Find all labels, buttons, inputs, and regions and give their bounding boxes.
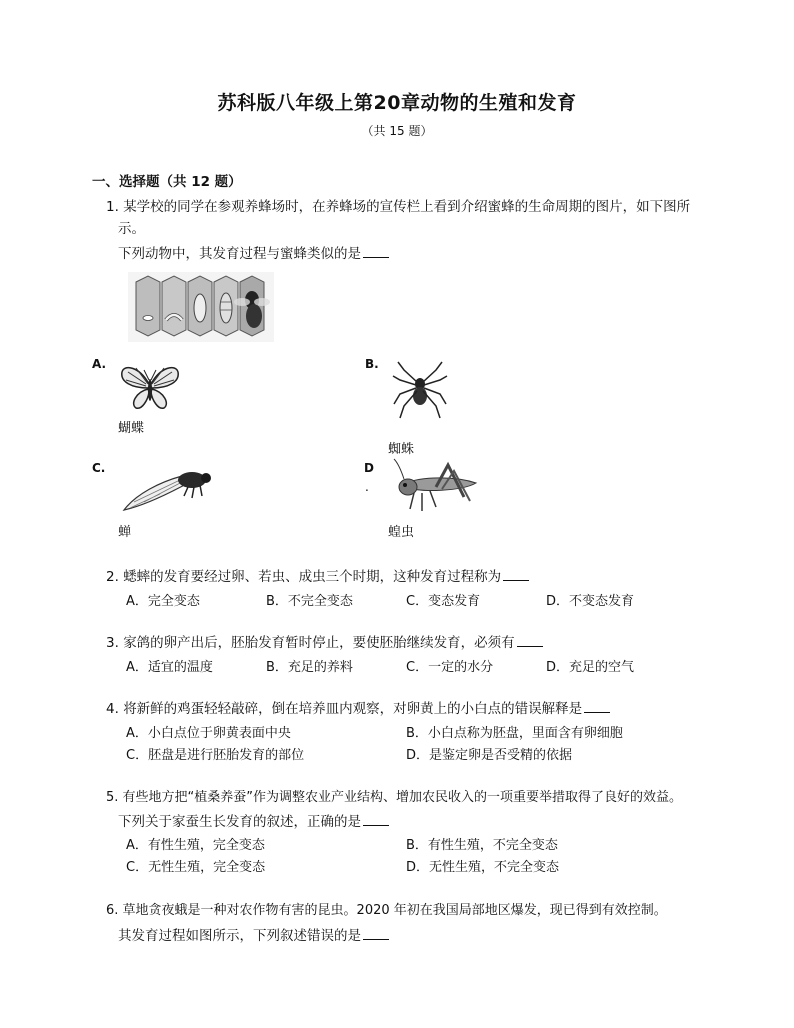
question-text: 蟋蟀的发育要经过卵、若虫、成虫三个时期，这种发育过程称为 bbox=[123, 569, 502, 585]
question-number: 5. bbox=[106, 790, 119, 805]
question-4 bbox=[106, 698, 610, 720]
question-text: 某学校的同学在参观养蜂场时，在养蜂场的宣传栏上看到介绍蜜蜂的生命周期的图片，如下图所 bbox=[123, 199, 691, 215]
option-d-label: D bbox=[364, 461, 374, 475]
question-3 bbox=[106, 632, 543, 654]
butterfly-icon bbox=[118, 362, 182, 412]
question-text: 草地贪夜蛾是一种对农作物有害的昆虫。2020 年初在我国局部地区爆发，现已得到有效控制。 bbox=[122, 903, 667, 918]
answer-blank[interactable] bbox=[503, 566, 529, 581]
question-1-line1 bbox=[106, 196, 690, 218]
answer-blank[interactable] bbox=[363, 243, 389, 258]
q5-option-b[interactable]: B．有性生殖，不完全变态 bbox=[406, 838, 558, 853]
q5-option-d[interactable]: D．无性生殖，不完全变态 bbox=[406, 860, 560, 875]
answer-blank[interactable] bbox=[363, 925, 389, 940]
q2-option-c[interactable]: C．变态发育 bbox=[406, 594, 481, 609]
q4-option-c[interactable]: C．胚盘是进行胚胎发育的部位 bbox=[126, 748, 305, 763]
q3-option-d[interactable]: D．充足的空气 bbox=[546, 660, 635, 675]
spider-icon bbox=[392, 360, 448, 422]
question-6-line1 bbox=[106, 900, 667, 922]
option-c-label: C. bbox=[92, 461, 106, 475]
question-1-line3 bbox=[118, 243, 389, 265]
q2-option-d[interactable]: D．不变态发育 bbox=[546, 594, 635, 609]
question-5-line1 bbox=[106, 787, 682, 809]
question-text: 将新鲜的鸡蛋轻轻敲碎，倒在培养皿内观察，对卵黄上的小白点的错误解释是 bbox=[123, 701, 583, 717]
q2-option-b[interactable]: B．不完全变态 bbox=[266, 594, 353, 609]
question-text: 其发育过程如图所示，下列叙述错误的是 bbox=[118, 928, 361, 944]
question-number: 6. bbox=[106, 903, 119, 918]
question-1-line2: 示。 bbox=[118, 221, 145, 237]
option-a-caption: 蝴蝶 bbox=[118, 421, 145, 436]
question-text: 有些地方把“植桑养蚕”作为调整农业产业结构、增加农民收入的一项重要举措取得了良好的效益。 bbox=[122, 790, 683, 805]
question-2 bbox=[106, 566, 529, 588]
q4-option-d[interactable]: D．是鉴定卵是否受精的依据 bbox=[406, 748, 573, 763]
question-number: 2. bbox=[106, 569, 119, 585]
option-d-caption: 蝗虫 bbox=[388, 525, 415, 540]
q5-option-a[interactable]: A．有性生殖，完全变态 bbox=[126, 838, 265, 853]
option-d-dot: . bbox=[365, 480, 369, 494]
q4-option-b[interactable]: B．小白点称为胚盘，里面含有卵细胞 bbox=[406, 726, 623, 741]
question-6-line2 bbox=[118, 925, 389, 947]
option-c-caption: 蝉 bbox=[118, 525, 132, 540]
question-number: 4. bbox=[106, 701, 119, 717]
page-title: 苏科版八年级上第20章动物的生殖和发育 bbox=[217, 92, 577, 114]
grasshopper-icon bbox=[392, 457, 482, 517]
q4-option-a[interactable]: A．小白点位于卵黄表面中央 bbox=[126, 726, 291, 741]
q3-option-a[interactable]: A．适宜的温度 bbox=[126, 660, 213, 675]
answer-blank[interactable] bbox=[363, 811, 389, 826]
question-number: 3. bbox=[106, 635, 119, 651]
q3-option-c[interactable]: C．一定的水分 bbox=[406, 660, 494, 675]
question-text: 家鸽的卵产出后，胚胎发育暂时停止，要使胚胎继续发育，必须有 bbox=[123, 635, 515, 651]
q2-option-a[interactable]: A．完全变态 bbox=[126, 594, 200, 609]
question-5-line2 bbox=[118, 811, 389, 833]
answer-blank[interactable] bbox=[584, 698, 610, 713]
answer-blank[interactable] bbox=[517, 632, 543, 647]
option-b-caption: 蜘蛛 bbox=[388, 442, 415, 457]
q5-option-c[interactable]: C．无性生殖，完全变态 bbox=[126, 860, 266, 875]
option-b-label: B. bbox=[365, 357, 379, 371]
q3-option-b[interactable]: B．充足的养料 bbox=[266, 660, 353, 675]
question-text: 下列关于家蚕生长发育的叙述，正确的是 bbox=[118, 814, 361, 830]
cicada-icon bbox=[120, 460, 212, 516]
section-heading: 一、选择题（共 12 题） bbox=[92, 174, 242, 190]
question-number: 1. bbox=[106, 199, 119, 215]
bee-lifecycle-image bbox=[128, 272, 274, 342]
question-count: （共 15 题） bbox=[361, 124, 433, 138]
option-a-label: A. bbox=[92, 357, 107, 371]
question-text: 下列动物中，其发育过程与蜜蜂类似的是 bbox=[118, 246, 361, 262]
